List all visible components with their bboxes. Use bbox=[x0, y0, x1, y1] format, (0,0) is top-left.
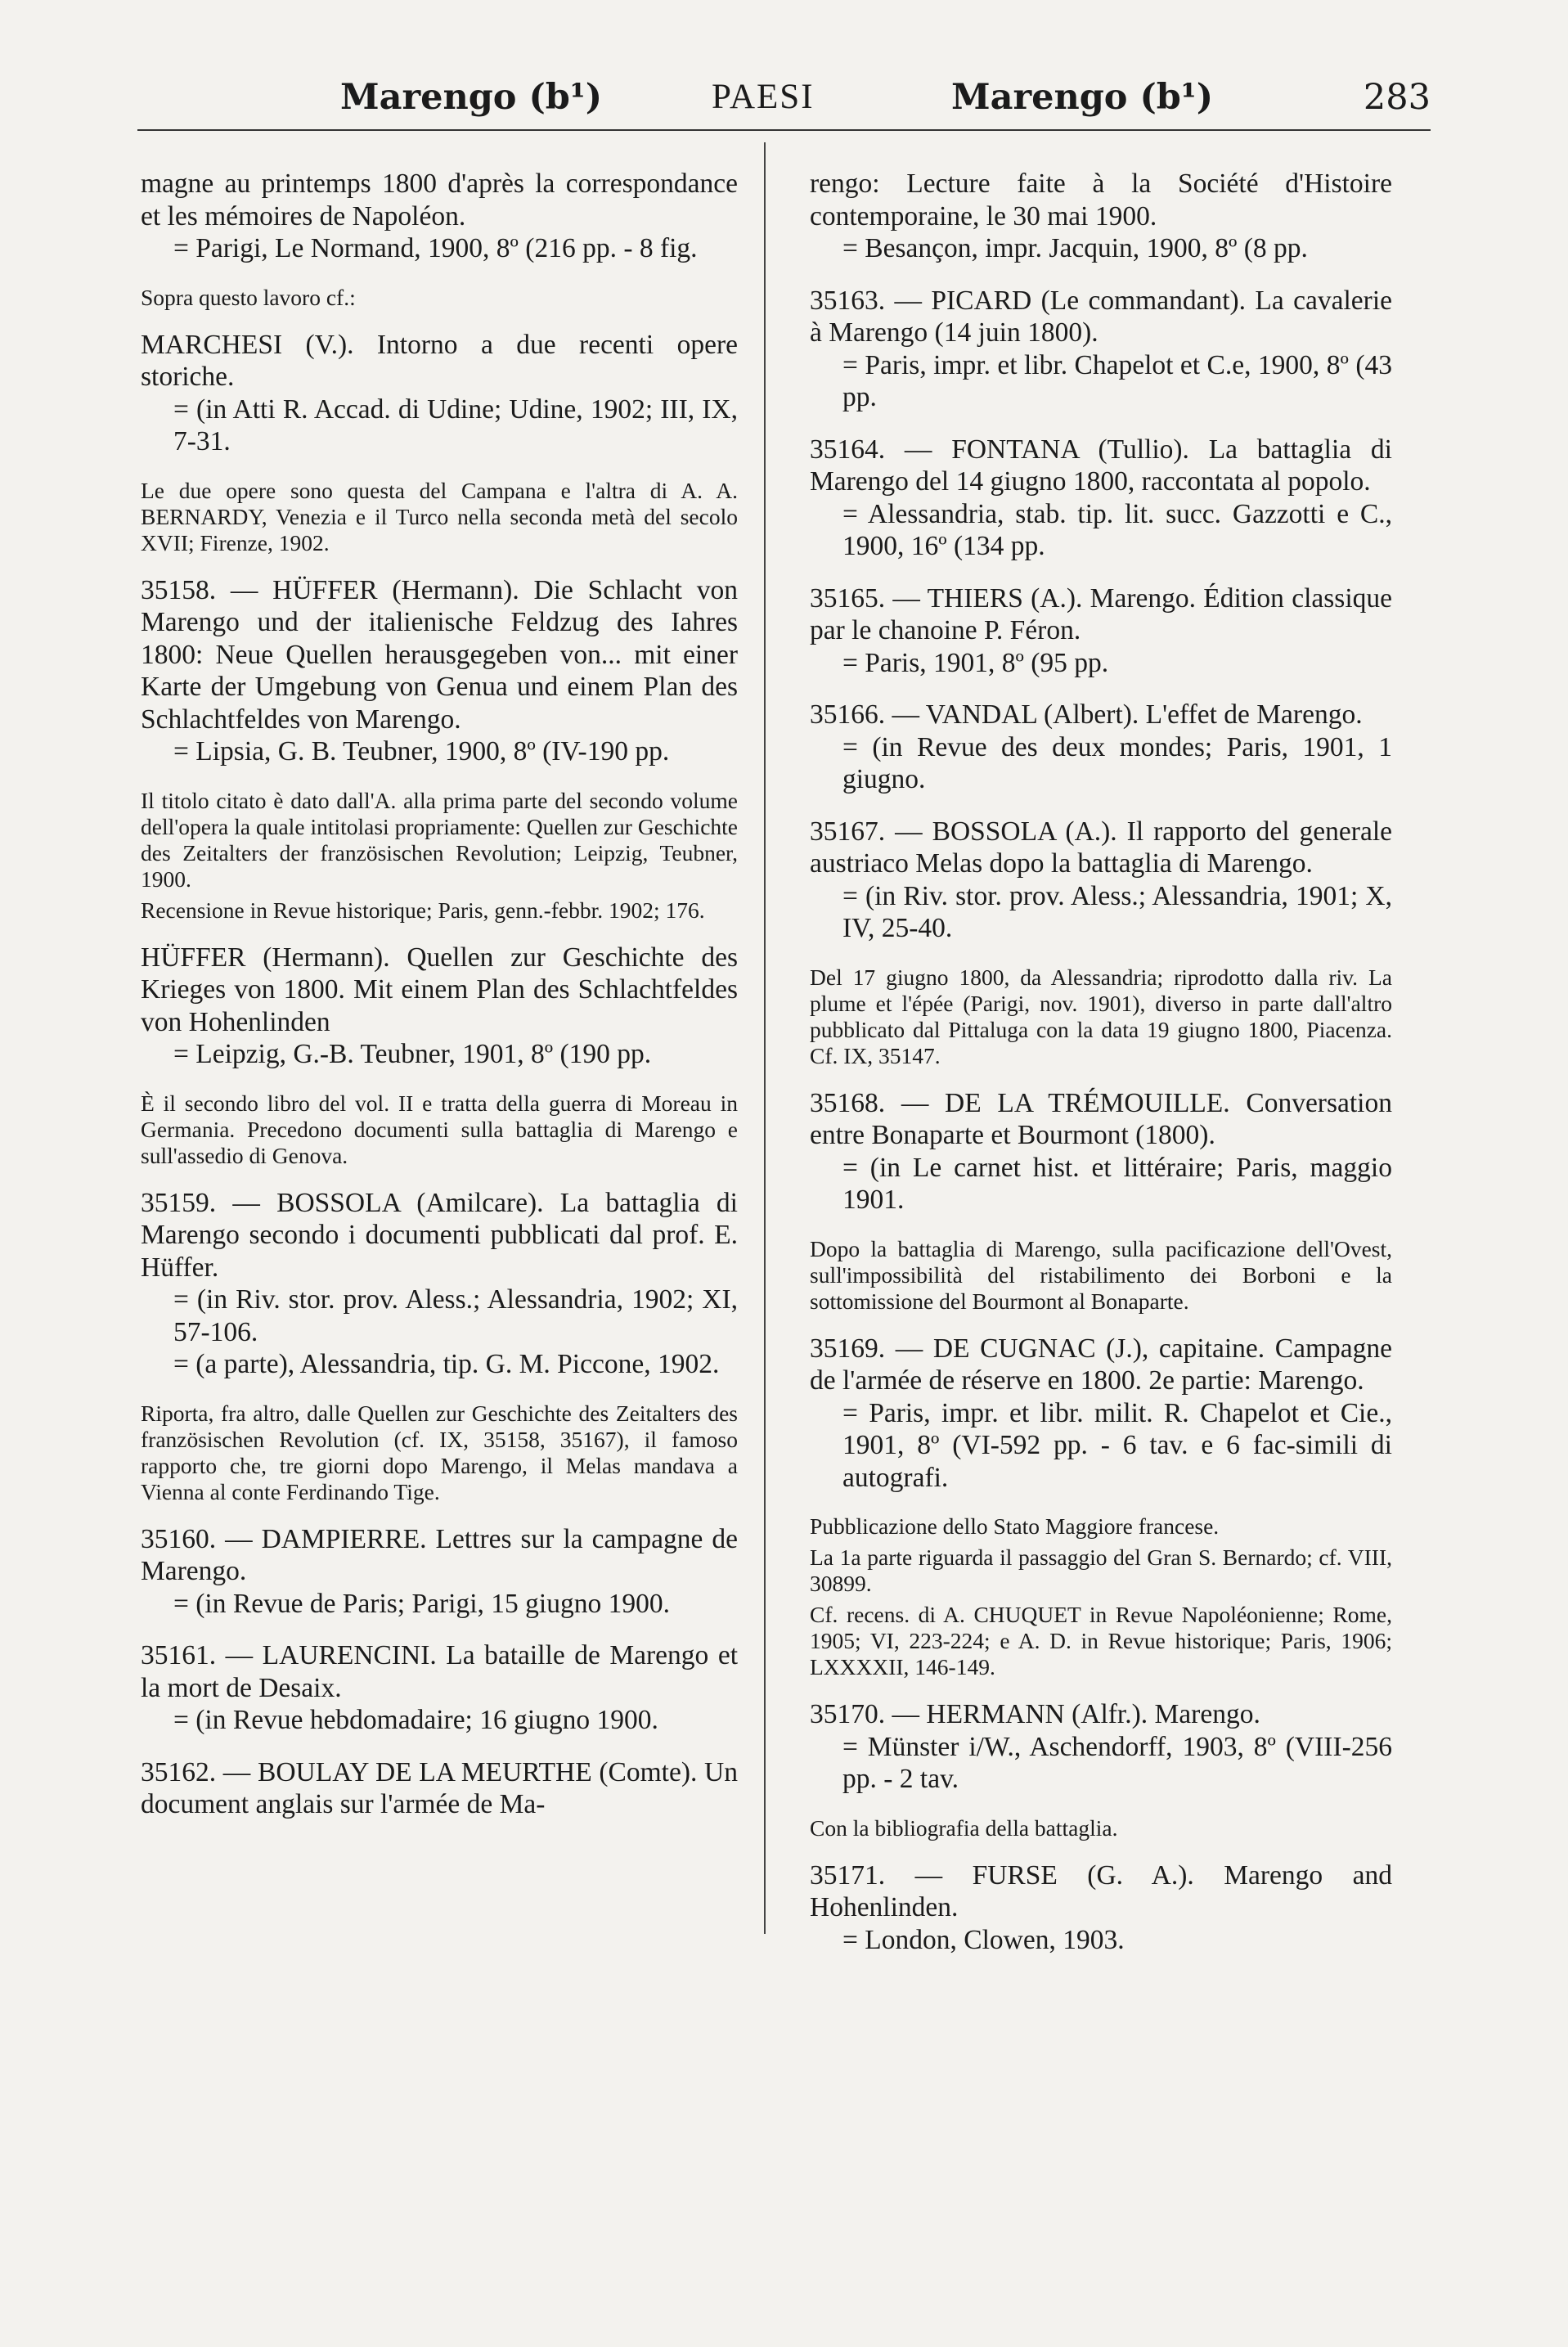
note-text: Con la bibliografia della battaglia. bbox=[810, 1814, 1118, 1841]
bibliography-entry bbox=[810, 699, 1392, 796]
entry-title: MARCHESI (V.). Intorno a due recenti opere storiche. bbox=[141, 329, 738, 392]
note-text: Cf. recens. di A. CHUQUET in Revue Napoléonienne; Rome, 1905; VI, 223-224; e A. D. in Revue historique; Paris, 1906; LXXXXII, 146-149. bbox=[810, 1602, 1392, 1679]
bibliography-entry bbox=[141, 1187, 738, 1381]
entry-title: 35171. — FURSE (G. A.). Marengo and Hohenlinden. bbox=[810, 1859, 1392, 1922]
entry-publication: = Parigi, Le Normand, 1900, 8º (216 pp. - 8 fig. bbox=[173, 233, 698, 263]
note-text: Dopo la battaglia di Marengo, sulla pacificazione dell'Ovest, sull'impossibilità del ristabilimento dei Borboni e la sottomissione del Bourmont al Bonaparte. bbox=[810, 1235, 1392, 1314]
note-text: Le due opere sono questa del Campana e l'altra di A. A. BERNARDY, Venezia e il Turco nella seconda metà del secolo XVII; Firenze, 1902. bbox=[141, 477, 738, 555]
right-column bbox=[810, 168, 1392, 1976]
note-text: Del 17 giugno 1800, da Alessandria; riprodotto dalla riv. La plume et l'épée (Parigi, nov. 1901), diverso in parte dall'altro pubblicato dal Pittaluga con la data 19 giugno 1800, Piacenza. Cf. IX, 35147. bbox=[810, 964, 1392, 1068]
entry-title: 35164. — FONTANA (Tullio). La battaglia di Marengo del 14 giugno 1800, raccontata al popolo. bbox=[810, 434, 1392, 497]
entry-title: 35158. — HÜFFER (Hermann). Die Schlacht von Marengo und der italienische Feldzug des Iahres 1800: Neue Quellen herausgegeben von... mit einer Karte der Umgebung von Genua und einem Plan des Schlachtfeldes von Marengo. bbox=[141, 574, 738, 735]
column-divider bbox=[764, 142, 766, 1934]
header-section: PAESI bbox=[712, 78, 815, 116]
note-text: È il secondo libro del vol. II e tratta della guerra di Moreau in Germania. Precedono documenti sulla battaglia di Marengo e sull'assedio di Genova. bbox=[141, 1090, 738, 1168]
left-column bbox=[141, 168, 738, 1841]
page-number: 283 bbox=[1363, 77, 1431, 118]
header-rule bbox=[137, 129, 1431, 131]
note-text: Sopra questo lavoro cf.: bbox=[141, 284, 356, 310]
entry-title: 35167. — BOSSOLA (A.). Il rapporto del generale austriaco Melas dopo la battaglia di Marengo. bbox=[810, 816, 1392, 879]
entry-publication: = Münster i/W., Aschendorff, 1903, 8º (VIII-256 pp. - 2 tav. bbox=[842, 1731, 1392, 1794]
running-header bbox=[137, 69, 1431, 126]
entry-publication: = Leipzig, G.-B. Teubner, 1901, 8º (190 pp. bbox=[173, 1039, 652, 1069]
bibliography-note bbox=[141, 788, 738, 924]
entry-title: 35159. — BOSSOLA (Amilcare). La battaglia di Marengo secondo i documenti pubblicati dal prof. E. Hüffer. bbox=[141, 1187, 738, 1283]
bibliography-entry bbox=[141, 942, 738, 1071]
entry-publication: = (in Revue de Paris; Parigi, 15 giugno 1900. bbox=[173, 1588, 670, 1619]
note-text: Recensione in Revue historique; Paris, genn.-febbr. 1902; 176. bbox=[141, 897, 705, 923]
bibliography-entry bbox=[141, 1756, 738, 1821]
bibliography-entry bbox=[810, 816, 1392, 945]
note-text: La 1a parte riguarda il passaggio del Gran S. Bernardo; cf. VIII, 30899. bbox=[810, 1544, 1392, 1596]
entry-publication: = Paris, impr. et libr. milit. R. Chapelot et Cie., 1901, 8º (VI-592 pp. - 6 tav. e 6 fac-simili di autografi. bbox=[842, 1397, 1392, 1493]
header-right-title: Marengo (b¹) bbox=[951, 77, 1214, 118]
bibliography-entry bbox=[141, 1523, 738, 1621]
bibliography-entry bbox=[810, 582, 1392, 680]
entry-title: 35168. — DE LA TRÉMOUILLE. Conversation entre Bonaparte et Bourmont (1800). bbox=[810, 1087, 1392, 1150]
entry-title: 35160. — DAMPIERRE. Lettres sur la campagne de Marengo. bbox=[141, 1523, 738, 1586]
bibliography-entry bbox=[141, 574, 738, 768]
bibliography-note bbox=[141, 1401, 738, 1505]
bibliography-note bbox=[810, 1815, 1392, 1841]
entry-title: 35170. — HERMANN (Alfr.). Marengo. bbox=[810, 1699, 1260, 1729]
bibliography-entry bbox=[810, 1859, 1392, 1957]
entry-publication: = (in Riv. stor. prov. Aless.; Alessandria, 1902; XI, 57-106. bbox=[173, 1284, 738, 1347]
bibliography-entry bbox=[141, 1639, 738, 1737]
header-left-title: Marengo (b¹) bbox=[340, 77, 603, 118]
bibliography-note bbox=[810, 1513, 1392, 1680]
entry-publication: = Paris, impr. et libr. Chapelot et C.e, 1900, 8º (43 pp. bbox=[842, 349, 1392, 412]
bibliography-entry bbox=[810, 1333, 1392, 1495]
entry-publication: = (in Le carnet hist. et littéraire; Paris, maggio 1901. bbox=[842, 1152, 1392, 1215]
entry-title: 35165. — THIERS (A.). Marengo. Édition classique par le chanoine P. Féron. bbox=[810, 582, 1392, 645]
note-text: Pubblicazione dello Stato Maggiore francese. bbox=[810, 1513, 1220, 1539]
note-text: Il titolo citato è dato dall'A. alla prima parte del secondo volume dell'opera la quale intitolasi propriamente: Quellen zur Geschichte des Zeitalters der französischen Revolution; Leipzig, Teubner, 1900. bbox=[141, 787, 738, 892]
bibliography-note bbox=[810, 964, 1392, 1069]
bibliography-note bbox=[141, 478, 738, 556]
entry-publication: = Besançon, impr. Jacquin, 1900, 8º (8 pp. bbox=[842, 233, 1308, 263]
bibliography-entry bbox=[810, 168, 1392, 265]
bibliography-entry bbox=[141, 168, 738, 265]
entry-title: 35166. — VANDAL (Albert). L'effet de Marengo. bbox=[810, 699, 1363, 730]
bibliography-note bbox=[141, 1090, 738, 1169]
entry-title: 35161. — LAURENCINI. La bataille de Marengo et la mort de Desaix. bbox=[141, 1640, 738, 1703]
entry-publication: = (in Revue hebdomadaire; 16 giugno 1900. bbox=[173, 1705, 658, 1735]
entry-publication: = London, Clowen, 1903. bbox=[842, 1924, 1125, 1955]
bibliography-note bbox=[810, 1236, 1392, 1315]
entry-publication: = Lipsia, G. B. Teubner, 1900, 8º (IV-190 pp. bbox=[173, 736, 670, 767]
entry-title: rengo: Lecture faite à la Société d'Histoire contemporaine, le 30 mai 1900. bbox=[810, 169, 1392, 232]
entry-publication: = Alessandria, stab. tip. lit. succ. Gazzotti e C., 1900, 16º (134 pp. bbox=[842, 498, 1392, 561]
entry-title: 35169. — DE CUGNAC (J.), capitaine. Campagne de l'armée de réserve en 1800. 2e partie: Marengo. bbox=[810, 1333, 1392, 1396]
entry-title: 35163. — PICARD (Le commandant). La cavalerie à Marengo (14 juin 1800). bbox=[810, 285, 1392, 348]
bibliography-entry bbox=[141, 329, 738, 458]
bibliography-entry bbox=[810, 434, 1392, 563]
bibliography-entry bbox=[810, 285, 1392, 414]
entry-publication: = (a parte), Alessandria, tip. G. M. Piccone, 1902. bbox=[173, 1349, 720, 1379]
bibliography-entry bbox=[810, 1087, 1392, 1216]
entry-title: magne au printemps 1800 d'après la correspondance et les mémoires de Napoléon. bbox=[141, 169, 738, 232]
entry-publication: = Paris, 1901, 8º (95 pp. bbox=[842, 647, 1109, 678]
entry-title: 35162. — BOULAY DE LA MEURTHE (Comte). Un document anglais sur l'armée de Ma- bbox=[141, 1756, 738, 1819]
bibliography-note bbox=[141, 285, 738, 311]
note-text: Riporta, fra altro, dalle Quellen zur Geschichte des Zeitalters des französischen Revolution (cf. IX, 35158, 35167), il famoso rapporto che, tre giorni dopo Marengo, il Melas mandava a Vienna al conte Ferdinando Tige. bbox=[141, 1400, 738, 1504]
entry-publication: = (in Riv. stor. prov. Aless.; Alessandria, 1901; X, IV, 25-40. bbox=[842, 880, 1392, 943]
entry-publication: = (in Atti R. Accad. di Udine; Udine, 1902; III, IX, 7-31. bbox=[173, 393, 738, 456]
bibliography-entry bbox=[810, 1698, 1392, 1796]
entry-title: HÜFFER (Hermann). Quellen zur Geschichte des Krieges von 1800. Mit einem Plan des Schlachtfeldes von Hohenlinden bbox=[141, 942, 738, 1037]
entry-publication: = (in Revue des deux mondes; Paris, 1901, 1 giugno. bbox=[842, 731, 1392, 794]
